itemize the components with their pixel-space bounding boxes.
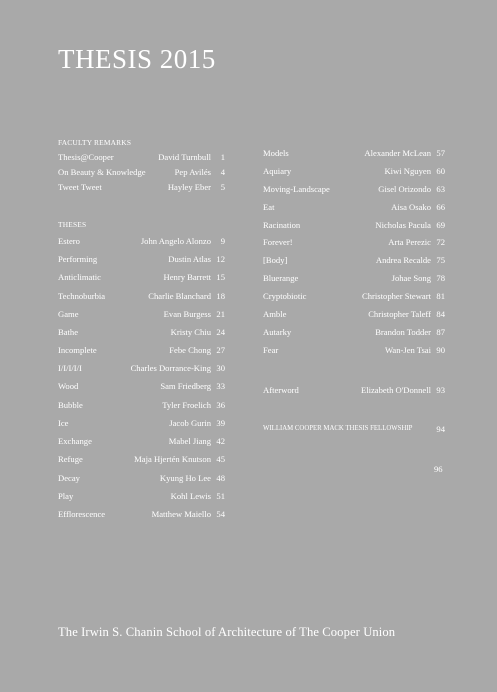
entry-page: 39	[216, 418, 225, 428]
entry-title: Exchange	[58, 436, 92, 446]
entry-author: Jacob Gurin	[169, 418, 211, 428]
entry-author: Kohl Lewis	[170, 491, 211, 501]
toc-entry	[263, 327, 445, 341]
entry-author: Johae Song	[391, 273, 431, 283]
entry-author: Hayley Eber	[167, 182, 211, 192]
entry-page: 12	[216, 254, 225, 264]
entry-author: Aisa Osako	[391, 202, 431, 212]
entry-title: Cryptobiotic	[263, 291, 307, 301]
entry-author: Alexander McLean	[364, 148, 431, 158]
entry-page: 66	[436, 202, 445, 212]
entry-author: Maja Hjertén Knutson	[134, 454, 211, 464]
entry-page: 27	[216, 345, 225, 355]
toc-entry	[58, 436, 225, 450]
entry-page: 60	[436, 166, 445, 176]
toc-entry	[263, 148, 445, 162]
toc-entry	[263, 202, 445, 216]
toc-entry	[263, 345, 445, 359]
toc-entry	[58, 491, 225, 505]
entry-author: Nicholas Pacula	[375, 220, 431, 230]
entry-title: On Beauty & Knowledge	[58, 167, 146, 177]
entry-page: 4	[220, 167, 225, 177]
entry-author: Christopher Stewart	[362, 291, 431, 301]
entry-page: 9	[220, 236, 225, 246]
entry-author: John Angelo Alonzo	[140, 236, 211, 246]
toc-entry	[58, 418, 225, 432]
entry-page: 81	[436, 291, 445, 301]
entry-author: Christopher Taleff	[368, 309, 431, 319]
entry-title: Bubble	[58, 400, 83, 410]
entry-page: 87	[436, 327, 445, 337]
toc-entry	[58, 327, 225, 341]
entry-page: 42	[216, 436, 225, 446]
entry-title: Wood	[58, 381, 79, 391]
entry-page: 75	[436, 255, 445, 265]
toc-entry	[263, 255, 445, 269]
entry-author: Charles Dorrance-King	[130, 363, 211, 373]
entry-title: Incomplete	[58, 345, 97, 355]
final-page-number: 96	[434, 464, 443, 474]
entry-title: WILLIAM COOPER MACK THESIS FELLOWSHIP	[263, 425, 413, 432]
page-title: THESIS 2015	[58, 44, 216, 74]
entry-author: Tyler Froelich	[162, 400, 211, 410]
toc-entry	[58, 381, 225, 395]
entry-author: Kyung Ho Lee	[159, 473, 211, 483]
entry-title: Efflorescence	[58, 509, 106, 519]
toc-entry	[58, 363, 225, 377]
toc-entry	[58, 167, 225, 181]
entry-page: 72	[436, 237, 445, 247]
entry-title: Thesis@Cooper	[58, 152, 114, 162]
entry-page: 15	[216, 272, 225, 282]
entry-author: Mabel Jiang	[168, 436, 211, 446]
entry-title: Aquiary	[263, 166, 292, 176]
toc-entry	[263, 166, 445, 180]
entry-title: Afterword	[263, 385, 299, 395]
toc-entry	[58, 509, 225, 523]
entry-title: Refuge	[58, 454, 83, 464]
entry-title: [Body]	[263, 255, 288, 265]
entry-title: Autarky	[263, 327, 292, 337]
entry-title: Eat	[263, 202, 275, 212]
entry-page: 57	[436, 148, 445, 158]
entry-title: Estero	[58, 236, 80, 246]
toc-entry	[58, 473, 225, 487]
toc-entry	[263, 309, 445, 323]
theses-heading: THESES	[58, 220, 87, 229]
toc-entry	[58, 182, 225, 196]
entry-title: Amble	[263, 309, 287, 319]
entry-title: Tweet Tweet	[58, 182, 102, 192]
entry-page: 54	[216, 509, 225, 519]
entry-page: 33	[216, 381, 225, 391]
entry-page: 63	[436, 184, 445, 194]
entry-title: Racination	[263, 220, 301, 230]
entry-author: Gisel Orizondo	[378, 184, 431, 194]
toc-entry	[58, 309, 225, 323]
entry-page: 21	[216, 309, 225, 319]
entry-author: Matthew Maiello	[151, 509, 211, 519]
toc-entry	[263, 220, 445, 234]
entry-title: Decay	[58, 473, 80, 483]
entry-page: 36	[216, 400, 225, 410]
toc-entry	[58, 152, 225, 166]
entry-page: 24	[216, 327, 225, 337]
entry-title: Models	[263, 148, 289, 158]
entry-title: Forever!	[263, 237, 293, 247]
entry-page: 18	[216, 291, 225, 301]
toc-entry	[58, 291, 225, 305]
entry-author: Kiwi Nguyen	[384, 166, 431, 176]
entry-page: 30	[216, 363, 225, 373]
entry-page: 93	[436, 385, 445, 395]
entry-author: Charlie Blanchard	[148, 291, 211, 301]
entry-title: Moving-Landscape	[263, 184, 330, 194]
toc-entry	[263, 237, 445, 251]
entry-title: Anticlimatic	[58, 272, 101, 282]
entry-title: Play	[58, 491, 74, 501]
entry-page: 84	[436, 309, 445, 319]
toc-entry	[58, 272, 225, 286]
entry-author: Kristy Chiu	[170, 327, 211, 337]
entry-page: 51	[216, 491, 225, 501]
toc-entry	[58, 454, 225, 468]
entry-title: I/I/I/I/I	[58, 363, 82, 373]
entry-author: Brandon Todder	[375, 327, 431, 337]
entry-page: 5	[220, 182, 225, 192]
entry-author: David Turnbull	[158, 152, 211, 162]
entry-author: Wan-Jen Tsai	[384, 345, 431, 355]
fellowship-entry	[263, 424, 445, 436]
toc-entry	[58, 345, 225, 359]
toc-entry	[58, 400, 225, 414]
entry-author: Evan Burgess	[163, 309, 211, 319]
entry-title: Game	[58, 309, 79, 319]
entry-author: Pep Avilés	[174, 167, 211, 177]
entry-author: Febe Chong	[169, 345, 211, 355]
entry-author: Henry Barrett	[163, 272, 211, 282]
entry-author: Sam Friedberg	[160, 381, 211, 391]
entry-page: 69	[436, 220, 445, 230]
entry-page: 1	[220, 152, 225, 162]
entry-page: 45	[216, 454, 225, 464]
afterword-entry	[263, 385, 445, 399]
entry-author: Arta Perezic	[388, 237, 431, 247]
entry-page: 48	[216, 473, 225, 483]
entry-author: Andrea Recalde	[375, 255, 431, 265]
entry-page: 94	[436, 424, 445, 434]
entry-author: Dustin Atlas	[168, 254, 211, 264]
toc-entry	[58, 254, 225, 268]
toc-entry	[58, 236, 225, 250]
entry-title: Performing	[58, 254, 98, 264]
entry-page: 90	[436, 345, 445, 355]
toc-entry	[263, 184, 445, 198]
toc-entry	[263, 291, 445, 305]
entry-title: Bluerange	[263, 273, 299, 283]
toc-entry	[263, 273, 445, 287]
footer-institution: The Irwin S. Chanin School of Architecture of The Cooper Union	[58, 625, 396, 639]
entry-title: Ice	[58, 418, 69, 428]
entry-author: Elizabeth O'Donnell	[360, 385, 431, 395]
faculty-remarks-heading: FACULTY REMARKS	[58, 138, 132, 147]
entry-title: Fear	[263, 345, 279, 355]
entry-page: 78	[436, 273, 445, 283]
entry-title: Bathe	[58, 327, 79, 337]
entry-title: Technoburbia	[58, 291, 106, 301]
